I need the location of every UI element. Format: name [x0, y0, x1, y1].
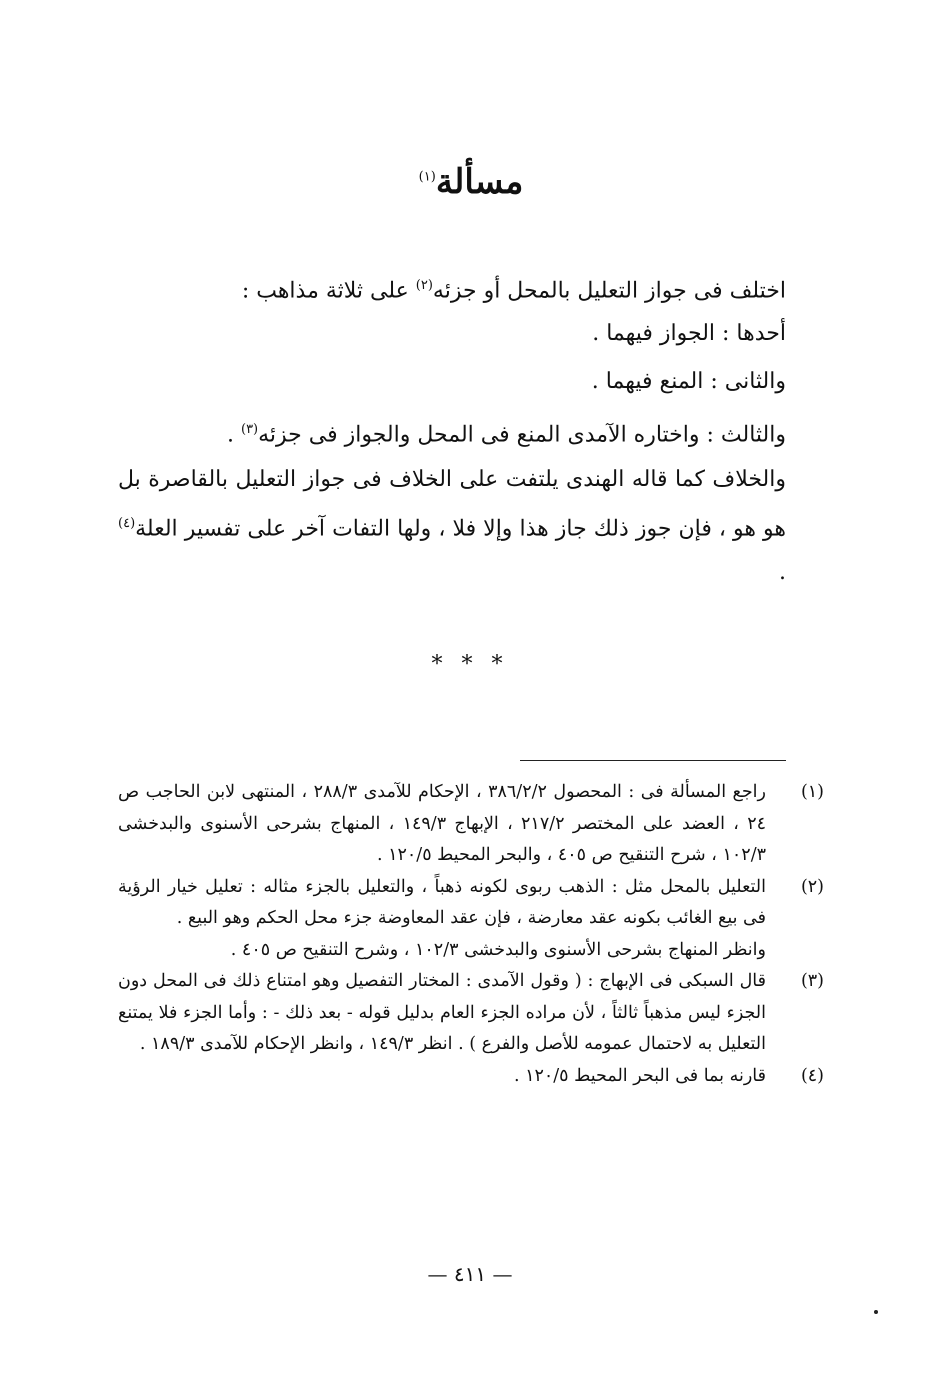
footnote-text: قارنه بما فى البحر المحيط ١٢٠/٥ .: [513, 1065, 766, 1086]
third-footnote-ref: (٣): [240, 422, 259, 437]
page-number: — ٤١١ —: [427, 1262, 513, 1286]
main-text: [118, 262, 786, 595]
footnote-text: وانظر المنهاج بشرحى الأسنوى والبدخشى ١٠٢/٣ ، وشرح التنقيح ص ٤٠٥ .: [230, 939, 766, 960]
footnote-body: [118, 966, 766, 1061]
intro-text: اختلف فى جواز التعليل بالمحل أو جزئه: [432, 278, 786, 304]
explanation-paragraph: [118, 458, 786, 595]
third-opinion: [118, 406, 786, 454]
scan-speck: [874, 1310, 878, 1314]
footnote-number: (١): [800, 782, 824, 802]
intro-footnote-ref: (٢): [415, 278, 433, 293]
footnote-rule: [520, 760, 786, 761]
footnote-3: [118, 966, 824, 1061]
footnotes: [118, 777, 824, 1092]
footnote-text: التعليل بالمحل مثل : الذهب ربوى لكونه ذهباً ، والتعليل بالجزء مثاله : تعليل خيار الرؤية فى بيع الغائب بكونه عقد معارضة ، فإن عقد المعاوضة جزء محل الحكم وهو البيع .: [118, 876, 766, 928]
first-opinion: أحدها : الجواز فيهما .: [592, 321, 786, 346]
footnote-body: [118, 872, 766, 967]
page-title: [300, 162, 642, 202]
footnote-text: راجع المسألة فى : المحصول ٣٨٦/٢/٢ ، الإحكام للآمدى ٢٨٨/٣ ، المنتهى لابن الحاجب ص ٢٤ ، العضد على المختصر ٢١٧/٢ ، الإبهاج ١٤٩/٣ ، المنهاج بشرحى الأسنوى والبدخشى ١٠٢/٣ ، شرح التنقيح ص ٤٠٥ ، والبحر المحيط ١٢٠/٥ .: [118, 782, 766, 865]
intro-tail: على ثلاثة مذاهب :: [241, 278, 409, 304]
footnote-text: قال السبكى فى الإبهاج : ( وقول الآمدى : المختار التفصيل وهو امتناع ذلك فى المحل دون الجزء ليس مذهباً ثالثاً ، لأن مراده الجزء العام بدليل قوله - بعد ذلك - : وأما الجزء فلا يمتنع التعليل به لاحتمال عمومه للأصل والفرع ) . انظر ١٤٩/٣ ، وانظر الإحكام للآمدى ١٨٩/٣ .: [118, 971, 766, 1054]
paragraph-text: والخلاف كما قاله الهندى يلتفت على الخلاف فى جواز التعليل بالقاصرة بل هو هو ، فإن جوز ذلك جاز هذا وإلا فلا ، ولها التفات آخر على تفسير العلة: [118, 467, 786, 542]
section-separator: * * *: [431, 652, 509, 677]
footnote-number: (٤): [800, 1065, 824, 1086]
intro-line: [118, 262, 786, 310]
footnote-1: [118, 777, 824, 872]
third-opinion-text: والثالث : واختاره الآمدى المنع فى المحل والجواز فى جزئه: [258, 422, 786, 448]
title-text: مسألة: [435, 162, 524, 202]
third-tail: .: [226, 422, 234, 448]
footnote-number: (٣): [800, 971, 824, 991]
second-opinion: والثانى : المنع فيهما .: [591, 369, 786, 394]
title-footnote-ref: (١): [418, 169, 436, 185]
paragraph-footnote-ref: (٤): [118, 516, 136, 531]
footnote-number: (٢): [800, 876, 824, 897]
footnote-2: [118, 872, 824, 967]
footnote-4: [118, 1061, 824, 1093]
footnote-body: [118, 777, 766, 872]
paragraph-tail: .: [779, 560, 786, 586]
footnote-body: [118, 1061, 766, 1093]
